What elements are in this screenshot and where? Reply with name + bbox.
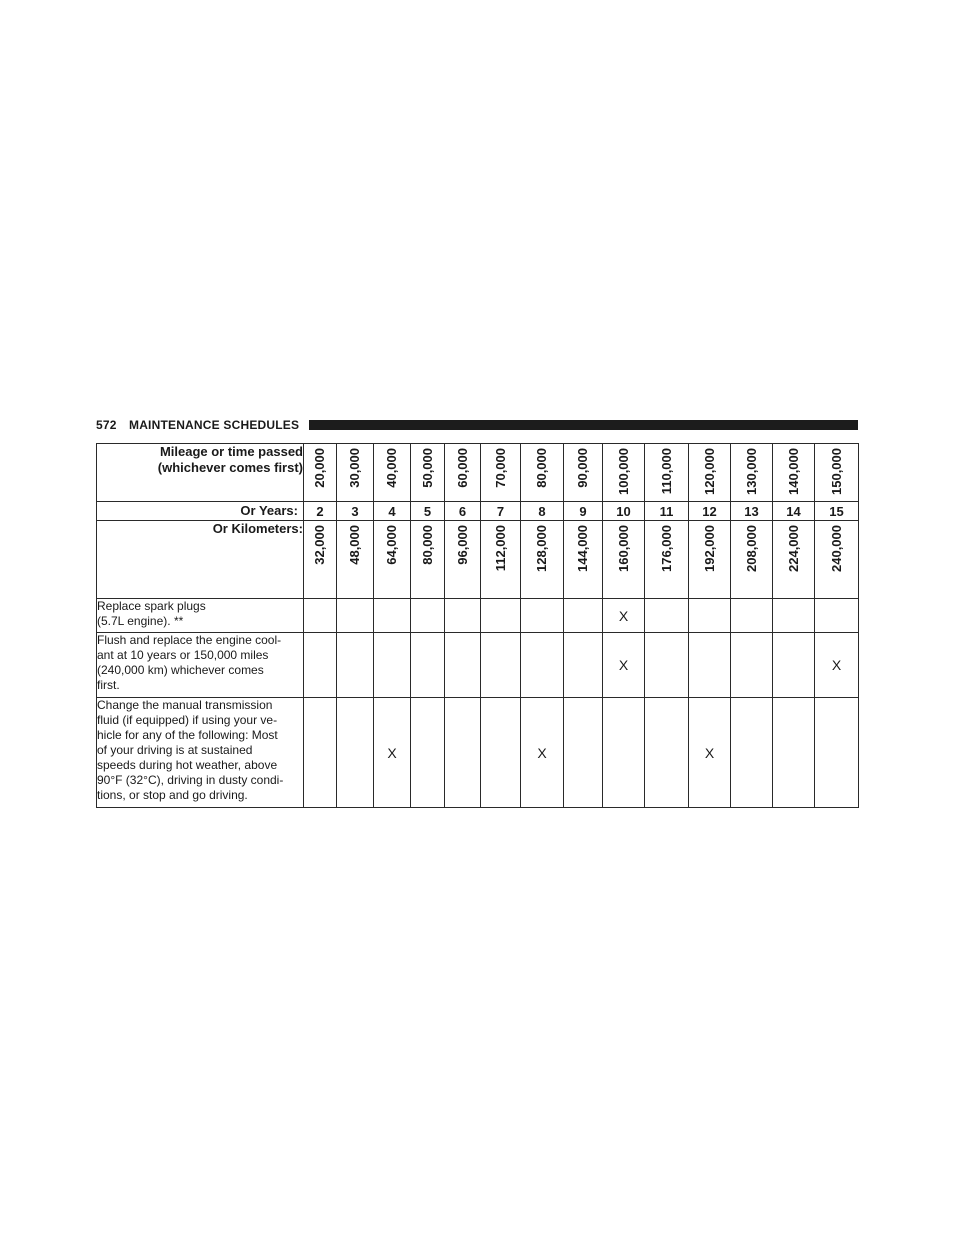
kilometers-value: 112,000 [492,525,508,572]
task-description-line: (240,000 km) whichever comes [97,663,264,677]
task-description-line: Flush and replace the engine cool- [97,633,282,647]
kilometers-value: 96,000 [454,525,470,565]
schedule-mark [731,599,773,633]
kilometers-value: 80,000 [419,525,435,565]
kilometers-row [97,521,859,599]
mileage-cell [773,444,815,502]
task-description-line: 90°F (32°C), driving in dusty condi- [97,773,284,787]
mileage-cell [731,444,773,502]
schedule-mark [521,633,564,698]
kilometers-value: 192,000 [701,525,717,572]
schedule-mark: X [689,698,731,808]
schedule-mark [689,599,731,633]
schedule-mark [773,698,815,808]
schedule-mark [521,599,564,633]
years-value: 10 [603,502,645,521]
kilometers-cell [337,521,374,599]
kilometers-cell [445,521,481,599]
schedule-mark [481,633,521,698]
schedule-mark [481,599,521,633]
kilometers-cell [411,521,445,599]
schedule-mark [374,633,411,698]
mileage-value: 70,000 [492,448,508,488]
mileage-value: 50,000 [419,448,435,488]
schedule-mark [445,599,481,633]
years-value: 12 [689,502,731,521]
kilometers-value: 240,000 [828,525,844,572]
schedule-mark [773,599,815,633]
kilometers-cell [564,521,603,599]
years-label: Or Years: [97,502,304,521]
kilometers-cell [603,521,645,599]
schedule-mark [564,633,603,698]
mileage-value: 80,000 [534,448,549,488]
schedule-mark [304,599,337,633]
task-description-line: ant at 10 years or 150,000 miles [97,648,269,662]
mileage-value: 60,000 [454,448,470,488]
mileage-cell [304,444,337,502]
schedule-mark [645,633,689,698]
maintenance-schedule-table [96,443,859,808]
kilometers-cell [689,521,731,599]
kilometers-value: 64,000 [384,525,399,565]
schedule-mark [645,698,689,808]
mileage-cell [481,444,521,502]
schedule-mark [815,599,859,633]
schedule-mark [304,633,337,698]
schedule-mark [445,698,481,808]
schedule-mark [337,633,374,698]
task-description-line: tions, or stop and go driving. [97,788,248,802]
mileage-row [97,444,859,502]
schedule-mark [411,633,445,698]
mileage-cell [689,444,731,502]
years-value: 9 [564,502,603,521]
task-description [97,633,304,698]
kilometers-value: 48,000 [347,525,362,565]
task-description-line: hicle for any of the following: Most [97,728,278,742]
mileage-value: 90,000 [575,448,590,488]
mileage-value: 100,000 [615,448,631,495]
schedule-mark [815,698,859,808]
task-description-line: fluid (if equipped) if using your ve- [97,713,278,727]
task-description-line: (5.7L engine). ** [97,614,184,628]
task-description-line: Change the manual transmission [97,698,273,712]
mileage-value: 130,000 [743,448,759,495]
schedule-mark [564,599,603,633]
kilometers-value: 208,000 [743,525,759,572]
mileage-cell [445,444,481,502]
kilometers-value: 176,000 [658,525,674,572]
mileage-cell [411,444,445,502]
task-row [97,633,859,698]
years-value: 15 [815,502,859,521]
kilometers-cell [731,521,773,599]
years-value: 6 [445,502,481,521]
page-header [96,417,858,433]
mileage-value: 20,000 [312,448,327,488]
years-value: 3 [337,502,374,521]
mileage-label-line: Mileage or time passed [159,444,303,459]
task-description [97,698,304,808]
task-description-line: Replace spark plugs [97,599,206,613]
years-value: 13 [731,502,773,521]
schedule-mark [374,599,411,633]
schedule-mark [411,698,445,808]
mileage-value: 30,000 [347,448,362,488]
kilometers-cell [521,521,564,599]
years-value: 5 [411,502,445,521]
schedule-mark: X [374,698,411,808]
schedule-mark [411,599,445,633]
header-rule [309,420,858,430]
task-row [97,599,859,633]
kilometers-cell [481,521,521,599]
mileage-cell [815,444,859,502]
mileage-label [97,444,304,502]
years-value: 4 [374,502,411,521]
schedule-mark [481,698,521,808]
mileage-cell [564,444,603,502]
section-title: MAINTENANCE SCHEDULES [129,418,300,432]
task-description-line: first. [97,678,120,692]
years-row [97,502,859,521]
page-number: 572 [96,418,117,432]
mileage-value: 120,000 [701,448,717,495]
kilometers-cell [773,521,815,599]
task-description [97,599,304,633]
mileage-cell [521,444,564,502]
schedule-mark [337,599,374,633]
years-value: 7 [481,502,521,521]
schedule-mark [645,599,689,633]
schedule-mark [689,633,731,698]
years-value: 11 [645,502,689,521]
mileage-cell [603,444,645,502]
schedule-mark [603,698,645,808]
years-value: 8 [521,502,564,521]
schedule-mark [731,698,773,808]
mileage-value: 140,000 [785,448,801,495]
task-row [97,698,859,808]
kilometers-cell [304,521,337,599]
kilometers-cell [374,521,411,599]
mileage-value: 150,000 [828,448,844,495]
kilometers-value: 128,000 [534,525,549,572]
mileage-label-line: (whichever comes first) [157,460,303,475]
kilometers-value: 160,000 [615,525,631,572]
schedule-mark [337,698,374,808]
schedule-mark: X [603,599,645,633]
schedule-mark [304,698,337,808]
schedule-mark [445,633,481,698]
kilometers-value: 144,000 [575,525,590,572]
kilometers-label: Or Kilometers: [97,521,304,599]
schedule-mark: X [521,698,564,808]
task-description-line: speeds during hot weather, above [97,758,278,772]
task-description-line: of your driving is at sustained [97,743,253,757]
schedule-mark [731,633,773,698]
schedule-mark: X [603,633,645,698]
schedule-mark [773,633,815,698]
kilometers-cell [645,521,689,599]
years-value: 14 [773,502,815,521]
mileage-cell [374,444,411,502]
schedule-mark: X [815,633,859,698]
kilometers-value: 32,000 [312,525,327,565]
years-value: 2 [304,502,337,521]
schedule-mark [564,698,603,808]
mileage-value: 110,000 [658,448,674,495]
mileage-cell [337,444,374,502]
mileage-value: 40,000 [384,448,399,488]
kilometers-cell [815,521,859,599]
mileage-cell [645,444,689,502]
kilometers-value: 224,000 [785,525,801,572]
